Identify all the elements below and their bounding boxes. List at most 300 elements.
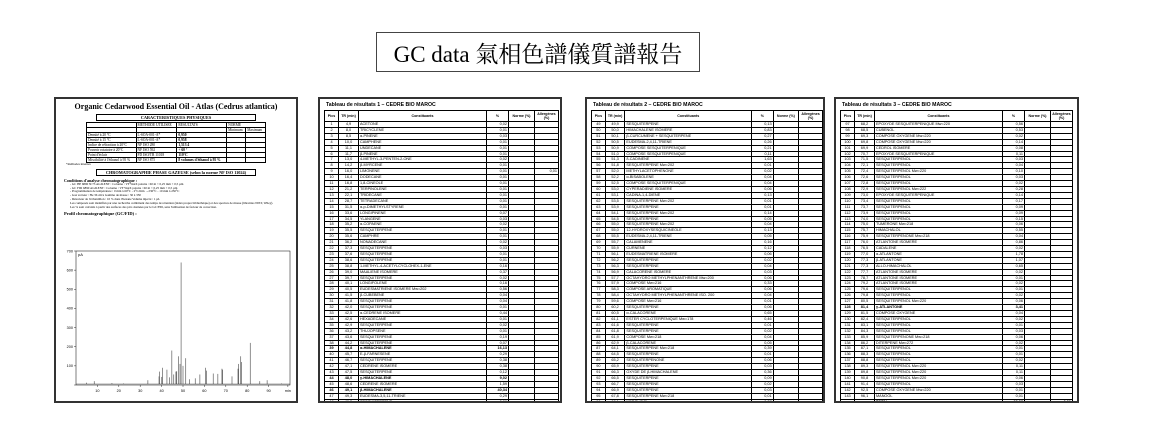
table-cell: SESQUITERPENOL [875, 358, 1003, 364]
table-cell: 0,01 [1003, 346, 1025, 352]
table-cell: MANOOL [875, 393, 1003, 399]
table-cell: 10,0 [339, 139, 359, 145]
table-cell: 136 [841, 352, 855, 358]
table-cell: 130 [841, 316, 855, 322]
results-table [591, 110, 823, 403]
table-cell: 0,01 [487, 316, 509, 322]
table-cell: 0,56 [1003, 122, 1025, 128]
condition-line: Les % sont calculés à partir des surfaces des pics données par le GC/FID, sans l'utilisation de facteur de correction. [70, 204, 217, 209]
table-cell: 66 [592, 222, 606, 228]
results-header-cell: TR (min) [855, 111, 875, 122]
x-tick-label: 40 [159, 389, 164, 393]
table-cell: 60,5 [605, 311, 625, 317]
table-cell: 3 [325, 133, 339, 139]
table-cell: SESQUITERPENE [359, 370, 487, 376]
table-cell: 84,3 [855, 328, 875, 334]
table-cell: 0,29 [487, 352, 509, 358]
table-cell: 55,9 [605, 246, 625, 252]
table-cell: 51 [592, 133, 606, 139]
table-cell: 108 [841, 186, 855, 192]
table-cell: LONGIPINENE [359, 210, 487, 216]
x-tick-label: 60 [202, 389, 207, 393]
table-cell: 86,2 [855, 340, 875, 346]
table-cell: 0,26 [752, 139, 774, 145]
table-cell: 85 [592, 334, 606, 340]
table-cell: SESQUITERPENE Mw=202 [625, 222, 752, 228]
table-cell: 0,03 [1003, 328, 1025, 334]
table-cell: 62 [592, 198, 606, 204]
table-cell: SESQUITERPENE [625, 204, 752, 210]
table-cell: 38,6 [339, 257, 359, 263]
table-cell: 0,01 [752, 299, 774, 305]
table-cell: 121 [841, 263, 855, 269]
results-header-cell: % [487, 111, 509, 122]
table-cell: 1-METHYL-4-ACETYLCYCLOHEX-1-ENE [359, 263, 487, 269]
table-cell: COMPOSE OXYGENE Mw=220 [875, 133, 1003, 139]
table-cell: 43,2 [339, 328, 359, 334]
table-cell: 45 [325, 381, 339, 387]
table-cell: 0,01 [1003, 275, 1025, 281]
table-cell: 77,7 [855, 269, 875, 275]
table-cell: 99 [841, 133, 855, 139]
table-cell: 0,01 [487, 204, 509, 210]
table-cell: 51,3 [605, 157, 625, 163]
table-cell: 0,01 [752, 393, 774, 399]
table-cell: 138 [841, 364, 855, 370]
table-cell: 0,11 [1003, 364, 1025, 370]
results-header-cell: Pics [325, 111, 339, 122]
table-cell: 55,5 [605, 234, 625, 240]
table-cell: 0,04 [752, 334, 774, 340]
table-cell: 143 [841, 393, 855, 399]
table-cell: SESQUITERPENE [359, 358, 487, 364]
table-cell: COMPOSE Mw=216 [625, 299, 752, 305]
table-cell: 0,03 [487, 133, 509, 139]
chart-frame [76, 251, 290, 385]
table-cell: 42 [325, 364, 339, 370]
table-cell: 67,8 [605, 393, 625, 399]
table-cell: 0,01 [1003, 322, 1025, 328]
condition-line: - Détecteur de l'échantillon : 10 % dans l'hexane Volume injecté : 1 µL [70, 196, 161, 201]
table-cell: β-CUBEBENE [359, 293, 487, 299]
table-cell: 42,0 [339, 305, 359, 311]
table-cell: HIMACHALENE ISOMERE [625, 127, 752, 133]
table-cell: 52,5 [605, 181, 625, 187]
table-cell [799, 399, 823, 403]
table-cell: SESQUITERPENE [625, 322, 752, 328]
table-cell: 74 [592, 269, 606, 275]
table-cell: 0,07 [487, 210, 509, 216]
table-cell: 77,3 [855, 257, 875, 263]
table-cell: 0,46 [752, 316, 774, 322]
table-cell: SESQUITERPENONE Mw=218 [875, 234, 1003, 240]
table-cell: 52,2 [605, 175, 625, 181]
product-sheet-panel [54, 97, 298, 403]
table-cell: SESQUITERPENOL [875, 381, 1003, 387]
table-cell: SESQUITERPENOL [875, 175, 1003, 181]
table-cell: SESQUITERPENE [625, 305, 752, 311]
table-cell: SESQUITERPENOL [875, 163, 1003, 169]
table-cell: 0,02 [487, 275, 509, 281]
table-cell: 0,08 [1003, 145, 1025, 151]
table-cell: 73,9 [855, 210, 875, 216]
table-cell: 41 [325, 358, 339, 364]
table-cell: 0,01 [487, 163, 509, 169]
table-cell: 93 [592, 381, 606, 387]
table-cell: 40,5 [339, 287, 359, 293]
table-cell: CEDROL ISOMERE [875, 145, 1003, 151]
table-cell: 57,7 [605, 275, 625, 281]
table-cell: SESQUITERPENOL [875, 181, 1003, 187]
table-cell: 0,03 [487, 216, 509, 222]
table-cell: 0,01 [1003, 287, 1025, 293]
table-cell: OXYDE DE β-HIMACHALENE [625, 370, 752, 376]
table-cell: 0,02 [1003, 293, 1025, 299]
table-cell: OCTAHYDRO METHYLPHENANTHRENE Mw=200 [625, 275, 752, 281]
table-cell: 43 [325, 370, 339, 376]
table-cell: 47 [325, 393, 339, 399]
table-cell: 0,01 [487, 328, 509, 334]
condition-line: - GC HP 6890 N/73 AGILENT : Colonne : VF WAX polaire : 60 m × 0,25 mm × 0,5 µm [70, 181, 184, 186]
physical-cell: NF ISO 592 [136, 148, 177, 153]
table-cell: 72,4 [855, 169, 875, 175]
physical-note: *méthodes internes [66, 162, 91, 166]
physical-section-title: CARACTERISTIQUES PHYSIQUES [96, 114, 256, 121]
table-cell: SESQUITERPENE [359, 257, 487, 263]
table-cell: α-COPAENE [359, 222, 487, 228]
table-cell: 8,0 [339, 127, 359, 133]
table-cell: EUDESMATRIENE ISOMERE Mw=202 [359, 287, 487, 293]
table-cell: LIMONENE [359, 169, 487, 175]
table-cell: 88,8 [855, 358, 875, 364]
table-cell: 0,12 [487, 370, 509, 376]
table-cell: 45,7 [339, 352, 359, 358]
table-cell: 0,14 [1003, 192, 1025, 198]
table-cell: 30 [325, 293, 339, 299]
x-tick-label: 50 [180, 389, 186, 393]
table-cell: EUDESMA-3,5,11-TRIENE [359, 393, 487, 399]
table-cell: 22 [325, 246, 339, 252]
table-cell: 24 [325, 257, 339, 263]
physical-cell: Pouvoir rotatoire à 20°C [87, 148, 137, 153]
table-cell: 73 [592, 263, 606, 269]
table-cell: SESQUITERPENOL [875, 210, 1003, 216]
table-cell: COMPOSE SESQUITERPENIQUE [625, 145, 752, 151]
table-cell: 0,07 [752, 399, 774, 403]
table-cell: METHYLACETOPHENONE [625, 169, 752, 175]
table-cell: 63 [592, 204, 606, 210]
table-cell: SESQUITERPENE Mw=202 [625, 198, 752, 204]
table-cell: 1,63 [752, 157, 774, 163]
table-cell: 4,9 [339, 122, 359, 128]
table-cell: 75,7 [855, 228, 875, 234]
table-cell: 68 [592, 234, 606, 240]
table-cell: 0,09 [752, 375, 774, 381]
table-cell: 38,8 [339, 263, 359, 269]
table-cell: SESQUITERPENOL [875, 328, 1003, 334]
table-cell: α-HIMACHALENE [359, 346, 487, 352]
table-cell: 37,3 [339, 246, 359, 252]
table-cell [509, 399, 535, 403]
table-cell: TETRADECANE [359, 198, 487, 204]
table-cell: 27 [325, 275, 339, 281]
table-cell: SESQUITERPENE [625, 375, 752, 381]
table-cell: 75,0 [855, 222, 875, 228]
table-cell: 29 [325, 287, 339, 293]
physical-cell: Densité à 20 °C [87, 133, 137, 138]
table-cell: TERPINOLENE [359, 186, 487, 192]
results-header-cell: TR (min) [605, 111, 625, 122]
table-cell: 78,7 [855, 275, 875, 281]
table-cell: 64,1 [605, 346, 625, 352]
table-cell: 49,1 [339, 387, 359, 393]
table-cell: YLANGENE [359, 216, 487, 222]
table-cell: 126 [841, 293, 855, 299]
table-cell: 0,01 [487, 305, 509, 311]
table-cell: 66,5 [605, 375, 625, 381]
table-cell: 0,01 [487, 251, 509, 257]
table-cell: 96 [592, 399, 606, 403]
table-cell: SESQUITERPENOL Mw=220 [875, 364, 1003, 370]
table-cell: 79,6 [855, 287, 875, 293]
table-cell: 65,9 [605, 364, 625, 370]
table-cell: SESQUITERPENOL Mw=220 [875, 169, 1003, 175]
table-cell: 112 [841, 210, 855, 216]
table-cell: 89 [592, 358, 606, 364]
table-cell: SESQUITERPENE [625, 257, 752, 263]
table-cell: COMPOSE OXYGENE [875, 311, 1003, 317]
table-cell: 98 [841, 127, 855, 133]
table-cell: 0,03 [752, 364, 774, 370]
table-cell: 81,4 [855, 305, 875, 311]
table-cell: α-PINENE [359, 133, 487, 139]
table-cell: 37,6 [339, 251, 359, 257]
table-cell: 58,3 [605, 287, 625, 293]
table-cell: 0,02 [487, 322, 509, 328]
table-cell: 42,5 [339, 311, 359, 317]
table-cell: 14,2 [339, 163, 359, 169]
table-cell: 61,6 [605, 322, 625, 328]
table-cell: 0,09 [1003, 204, 1025, 210]
table-cell: 0,65 [752, 311, 774, 317]
table-cell: 0,06 [752, 287, 774, 293]
chromatogram-chart [60, 245, 296, 401]
table-cell: 0,17 [1003, 198, 1025, 204]
table-cell: 0,13 [752, 122, 774, 128]
table-cell: 0,04 [1003, 234, 1025, 240]
table-cell: 102 [841, 151, 855, 157]
table-cell: 0,03 [487, 246, 509, 252]
table-cell: 0,39 [752, 346, 774, 352]
table-cell: 105 [841, 169, 855, 175]
table-row [592, 399, 823, 403]
table-cell: 0,16 [487, 263, 509, 269]
table-cell: 48,6 [339, 381, 359, 387]
table-cell: 0,19 [487, 334, 509, 340]
table-cell: 39,7 [339, 275, 359, 281]
table-cell: SESQUITERPENE Mw=218 [625, 346, 752, 352]
table-cell: SESQUITERPENOL [875, 287, 1003, 293]
table-cell: 1,78 [1003, 251, 1025, 257]
physical-row [87, 158, 266, 163]
table-cell: 22,1 [339, 192, 359, 198]
table-cell: 119 [841, 251, 855, 257]
physical-cell: FD ISO/TR 11018 [136, 153, 177, 158]
table-cell: 5 [325, 145, 339, 151]
table-cell: 0,15 [1003, 216, 1025, 222]
table-cell: OCTAHYDRO METHYLPHENANTHRENE ISO. 200 [625, 293, 752, 299]
table-cell: 36,2 [339, 240, 359, 246]
table-cell [773, 399, 799, 403]
table-cell: β-MYRCENE [359, 163, 487, 169]
table-cell: 11 [325, 181, 339, 187]
table-cell: 118 [841, 246, 855, 252]
table-cell: COMPOSE SESQUITERPENIQUE [625, 151, 752, 157]
table-cell: 111 [841, 204, 855, 210]
table-cell: 0,01 [487, 145, 509, 151]
table-cell: 0,05 [752, 216, 774, 222]
table-cell: ESTER CYCLOTERPENIQUE Mw=178 [625, 316, 752, 322]
table-cell: 0,01 [1003, 387, 1025, 393]
table-cell: 46 [325, 387, 339, 393]
table-cell: 131 [841, 322, 855, 328]
x-tick-label: 70 [223, 389, 228, 393]
physical-header: NORME [227, 123, 266, 128]
table-cell: 92 [592, 375, 606, 381]
table-cell: 0,04 [1003, 311, 1025, 317]
physical-header: Minimum [227, 128, 246, 133]
table-cell: 110 [841, 198, 855, 204]
table-cell: 90,8 [855, 375, 875, 381]
table-cell: 0,37 [487, 269, 509, 275]
table-cell: 0,04 [487, 293, 509, 299]
table-cell: 56 [592, 163, 606, 169]
table-cell: 75 [592, 275, 606, 281]
table-cell: 72 [592, 257, 606, 263]
table-cell: 16,13 [487, 346, 509, 352]
table-cell: 120 [841, 257, 855, 263]
table-cell: 53,9 [605, 204, 625, 210]
table-cell: 0,14 [752, 210, 774, 216]
x-tick-label: 20 [116, 389, 121, 393]
table-cell: 80,5 [855, 299, 875, 305]
table-cell: 76,0 [855, 240, 875, 246]
results-header-cell: Constituants [875, 111, 1003, 122]
table-cell: 59,6 [605, 299, 625, 305]
table-cell: 0,06 [752, 186, 774, 192]
table-cell: β-HIMACHALENE [359, 387, 487, 393]
table-cell: 88 [592, 352, 606, 358]
table-cell: 0,53 [1003, 127, 1025, 133]
table-cell: 101 [841, 145, 855, 151]
table-cell: ATLANTONE ISOMERE [875, 269, 1003, 275]
table-cell: SESQUITERPENOL Mw=220 [875, 370, 1003, 376]
condition-line: Les composés sont identifiés par une recherche combinant des temps de rétention (index propre bibliothèque) et des spectres de masse (librairies NIST, Wiley). [70, 200, 274, 205]
table-cell: 32 [325, 305, 339, 311]
table-cell: 76,5 [855, 246, 875, 252]
table-cell: 81 [592, 311, 606, 317]
y-tick-label: 100 [66, 364, 73, 369]
table-cell: SESQUITERPENE [625, 364, 752, 370]
table-cell: 53,1 [605, 192, 625, 198]
physical-header: METHODE UTILISEE [136, 123, 177, 128]
table-cell: SESQUITERPENE Mw=202 [625, 163, 752, 169]
table-cell: 100 [841, 139, 855, 145]
results-title: Tableau de résultats 1 – CEDRE BIO MAROC [326, 102, 436, 108]
results-header-cell: Constituants [625, 111, 752, 122]
table-cell: 12-HYDROXYSESQUICINEOLE [625, 228, 752, 234]
table-cell: 0,86 [1003, 240, 1025, 246]
table-cell: 8,5 [339, 133, 359, 139]
table-cell: 56,1 [605, 251, 625, 257]
table-cell: 40,1 [339, 281, 359, 287]
table-cell: 117 [841, 240, 855, 246]
physical-cell: Point d'éclair [87, 153, 137, 158]
table-cell: 79,8 [855, 293, 875, 299]
table-cell: ATLANTONE ISOMERE [875, 275, 1003, 281]
y-tick-label: 200 [66, 345, 73, 350]
table-cell: δ-CADINENE [625, 157, 752, 163]
table-cell: 53,0 [605, 186, 625, 192]
table-cell: 92,5 [855, 387, 875, 393]
table-cell: SESQUITERPENOL [875, 322, 1003, 328]
table-cell: SESQUITERPENE [359, 299, 487, 305]
table-cell: 0,05 [752, 234, 774, 240]
table-cell: 83 [592, 322, 606, 328]
table-cell: 91,4 [855, 381, 875, 387]
table-cell: 59 [592, 181, 606, 187]
table-cell: 0,04 [1003, 163, 1025, 169]
physical-cell: 0,950 [177, 133, 227, 138]
table-cell: 4 [325, 139, 339, 145]
physical-cell: 8 volumes d'éthanol à 95 % [177, 158, 227, 163]
table-cell: 49,9 [605, 122, 625, 128]
table-cell: 0,03 [1003, 381, 1025, 387]
table-cell: 114 [841, 222, 855, 228]
table-cell: 142 [841, 387, 855, 393]
table-cell: 43,6 [339, 334, 359, 340]
physical-cell [227, 158, 246, 163]
table-cell: SESQUITERPENOL [875, 216, 1003, 222]
table-cell: 69,8 [855, 139, 875, 145]
table-cell: 80 [592, 305, 606, 311]
table-cell: SESQUITERPENE [359, 334, 487, 340]
table-cell: 0,02 [752, 381, 774, 387]
table-cell: 61 [592, 192, 606, 198]
table-cell: 90 [592, 364, 606, 370]
table-cell: 72,6 [855, 175, 875, 181]
table-cell: 20 [325, 234, 339, 240]
table-cell: SESQUITERPENE [625, 216, 752, 222]
physical-cell: 1,513 4 [177, 143, 227, 148]
table-cell: 1,07 [1003, 257, 1025, 263]
table-cell: 0,02 [1003, 316, 1025, 322]
table-cell: γ-ATLANTONE [875, 305, 1003, 311]
table-cell: 47,5 [339, 370, 359, 376]
table-cell: 49,5 [339, 399, 359, 403]
table-cell: 0,01 [487, 127, 509, 133]
table-cell: 47,1 [339, 364, 359, 370]
table-cell: 0,02 [1003, 340, 1025, 346]
table-cell: CALAMENENE [625, 240, 752, 246]
results-header-cell: Constituants [359, 111, 487, 122]
table-cell: SESQUITERPENOL [875, 293, 1003, 299]
table-cell: 91 [592, 370, 606, 376]
physical-cell: NF ISO 875 [136, 158, 177, 163]
y-tick-label: 300 [66, 325, 73, 330]
table-cell: 56,9 [605, 269, 625, 275]
table-cell: 0,01 [752, 322, 774, 328]
